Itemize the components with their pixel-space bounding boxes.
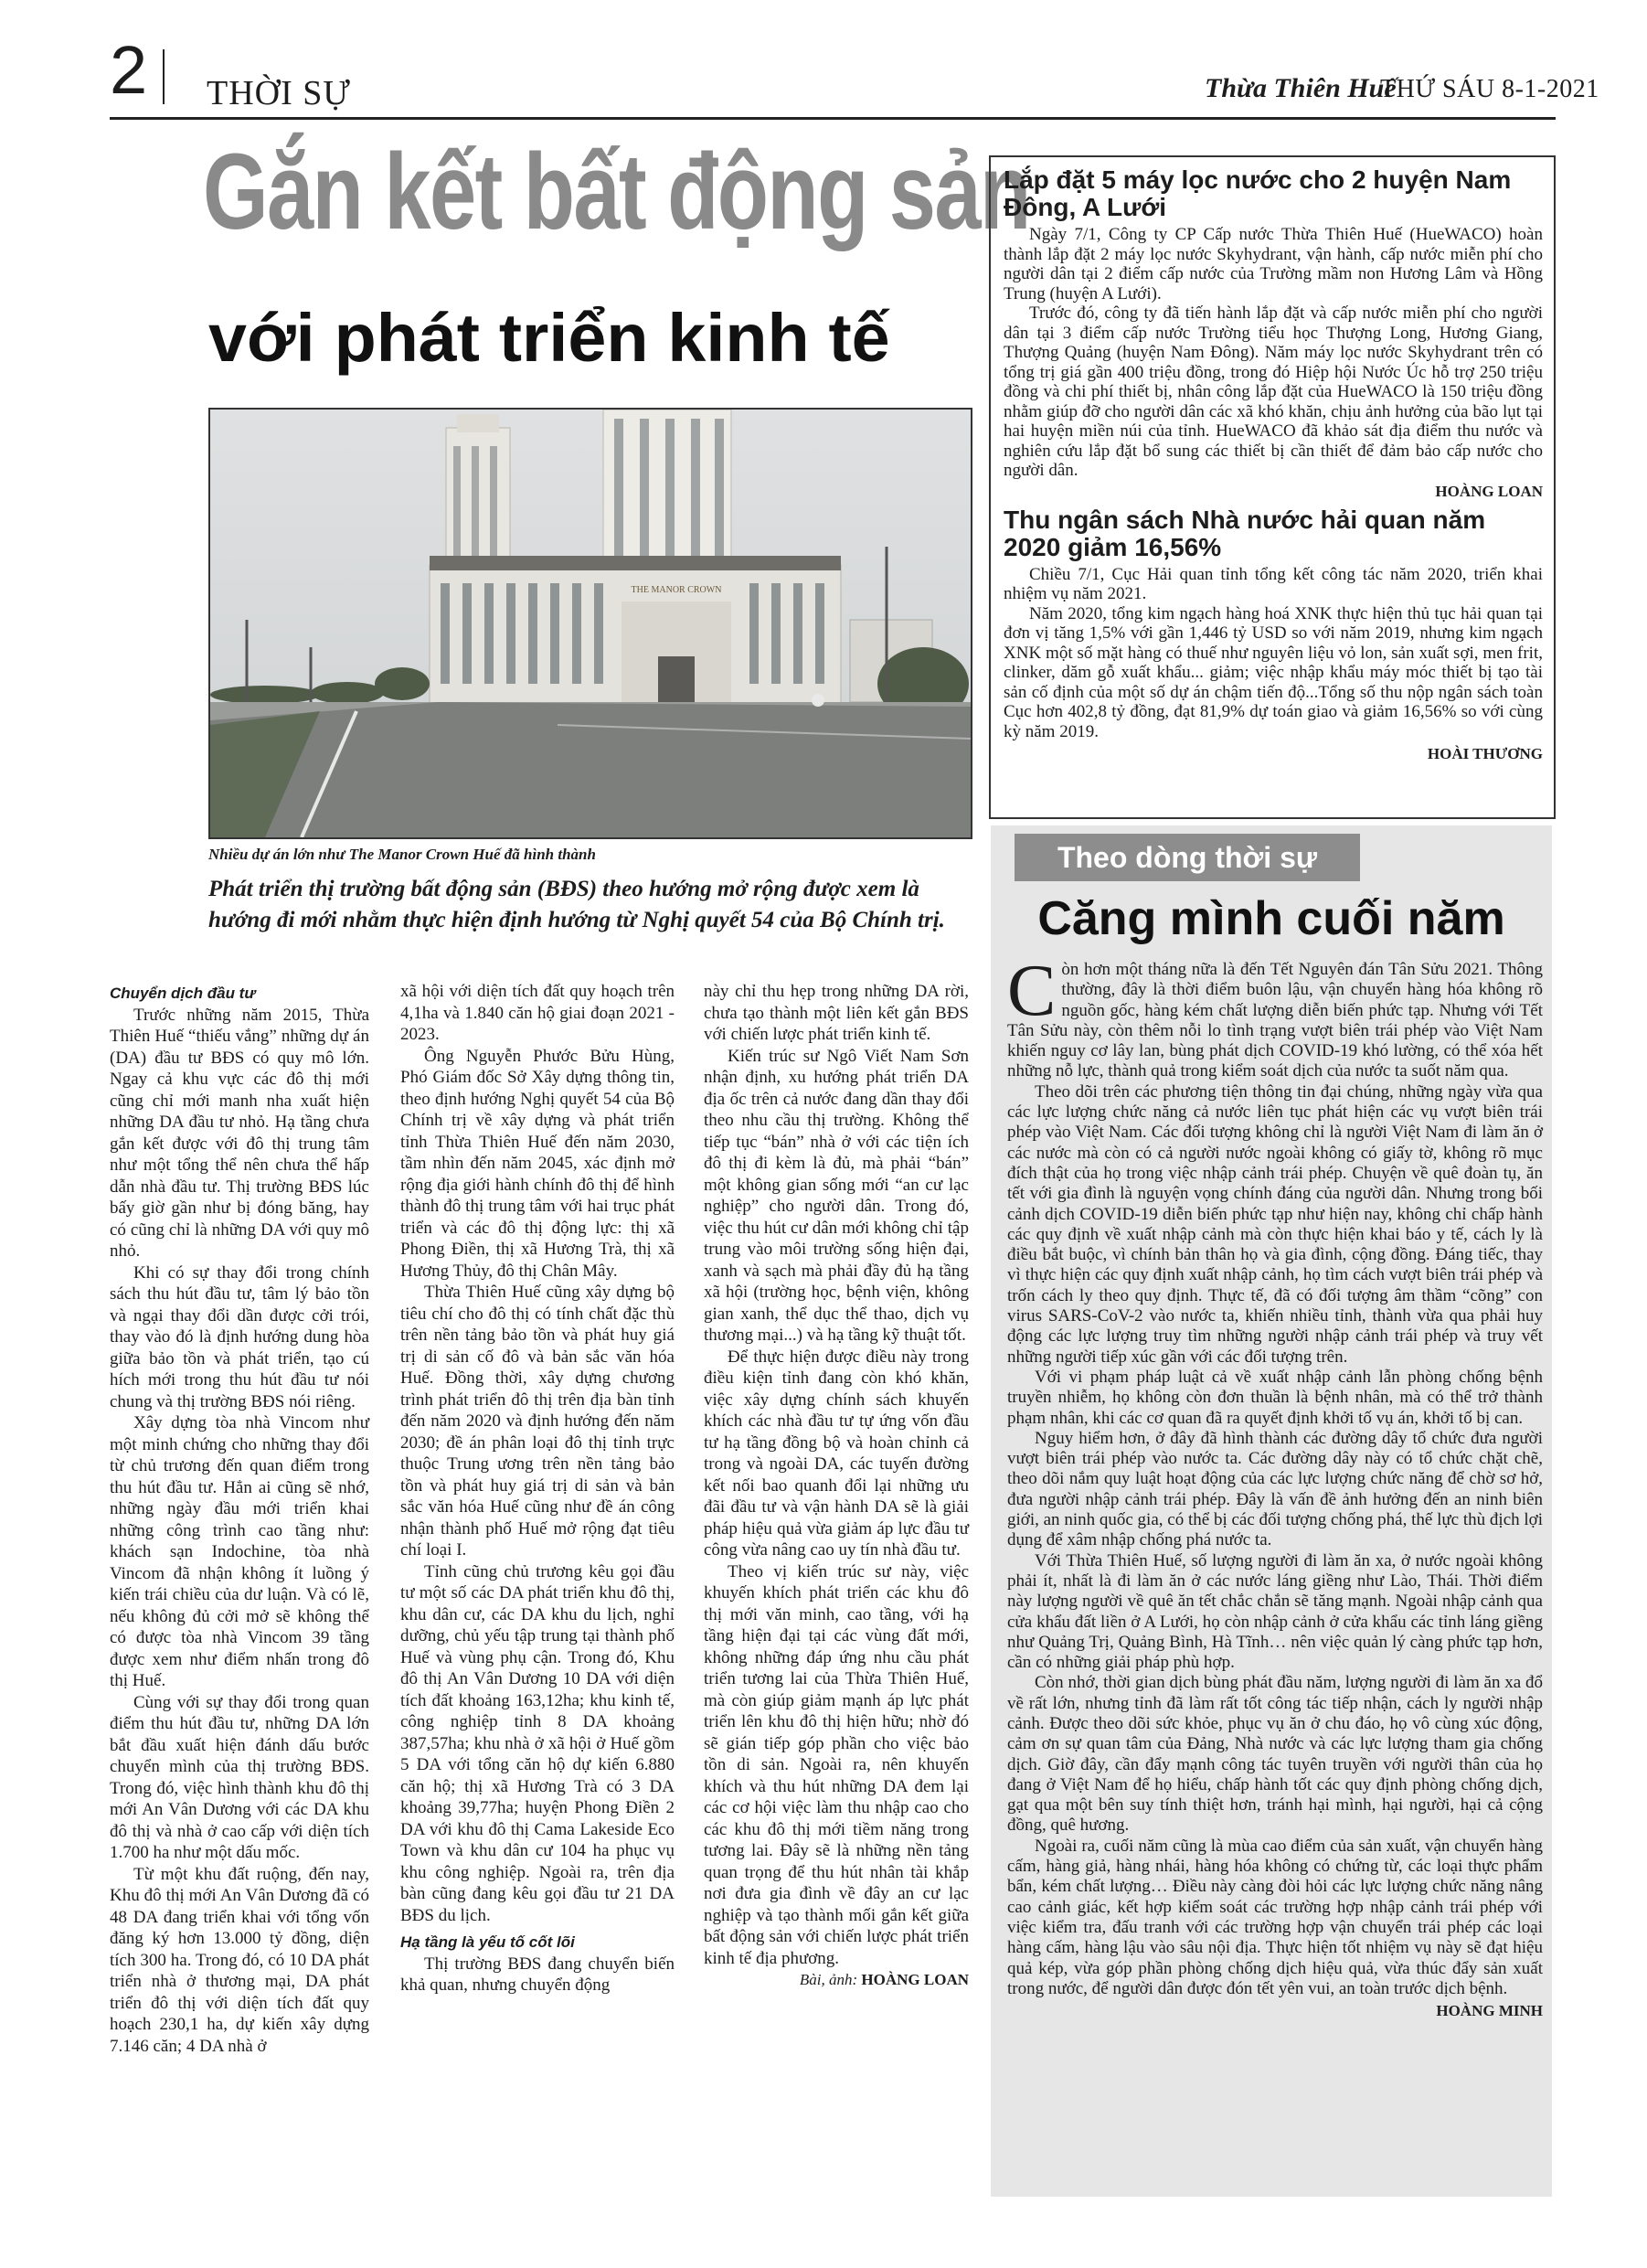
page-number: 2 <box>110 32 148 108</box>
photo-caption: Nhiều dự án lớn như The Manor Crown Huế đã hình thành <box>208 846 596 863</box>
paragraph: Cùng với sự thay đổi trong quan điểm thu hút đầu tư, những DA lớn bắt đầu xuất hiện đánh dấu bước chuyển mình của thị trường BĐS. Trong đó, việc hình thành khu đô thị mới An Vân Dương với các DA khu đô thị và nhà ở cao cấp với diện tích 1.700 ha như một dấu mốc. <box>110 1692 369 1862</box>
news-brief-box <box>989 155 1556 819</box>
paragraph: Ngày 7/1, Công ty CP Cấp nước Thừa Thiên Huế (HueWACO) hoàn thành lắp đặt 2 máy lọc nước Skyhydrant, vận hành, cấp nước miễn phí cho người dân tại 2 điểm cấp nước của Trường mầm non Hương Lâm và Hồng Trung (huyện A Lưới). <box>1004 225 1543 303</box>
paragraph: này chỉ thu hẹp trong những DA rời, chưa tạo thành một liên kết gắn BĐS với chiến lược phát triển kinh tế. <box>704 982 969 1044</box>
paragraph: Khi có sự thay đổi trong chính sách thu hút đầu tư, tâm lý bảo tồn và ngại thay đổi dần được cởi trói, thay vào đó là định hướng dung hòa giữa bảo tồn và phát triển, tạo cú hích mới trong thu hút đầu tư nói chung và thị trường BĐS nói riêng. <box>110 1262 369 1411</box>
commentary-body <box>1007 951 1543 2021</box>
article-column-1 <box>110 981 369 2057</box>
paragraph: Theo dõi trên các phương tiện thông tin đại chúng, những ngày vừa qua các lực lượng chức năng cả nước liên tục phát hiện các vụ vượt biên trái phép vào Việt Nam. Các đối tượng không chỉ là người Việt Nam đi làm ăn ở các nước mà còn có cả người nước ngoài không có giấy tờ, không rõ mục đích thật của họ trong việc nhập cảnh trái phép. Chuyện về quê đoàn tụ, ăn tết với gia đình là nguyện vọng chính đáng của người dân. Nhưng trong bối cảnh dịch COVID-19 diễn biến phức tạp như hiện nay, không chỉ chấp hành các quy định về xuất nhập cảnh mà còn thực hiện khai báo y tế, cách ly là điều bắt buộc, vì chính bản thân họ và gia đình, cộng đồng. Đáng tiếc, thay vì thực hiện các quy định xuất nhập cảnh, họ tìm cách vượt biên trái phép và trốn cách ly theo quy định. Thực tế, đã có đối tượng âm thầm “cõng” con virus SARS-CoV-2 vào nước ta, khiến nhiều tỉnh, thành vừa qua phải huy động các lực lượng truy tìm những người nhập cảnh trái phép và truy vết những người tiếp xúc gần với các đối tượng trên. <box>1007 1081 1543 1367</box>
byline-author: HOÀNG LOAN <box>861 1971 969 1988</box>
paragraph: Còn nhớ, thời gian dịch bùng phát đầu năm, lượng người đi làm ăn xa đổ về rất lớn, nhưng tỉnh đã làm rất tốt công tác tiếp nhận, cách ly người nhập cảnh. Được theo dõi sức khỏe, phục vụ ăn ở chu đáo, họ vô cùng xúc động, cảm ơn sự quan tâm của Đảng, Nhà nước và các lực lượng tham gia chống dịch. Giờ đây, cần đẩy mạnh công tác tuyên truyền với người thân của họ đang ở Việt Nam để họ hiểu, chấp hành tốt các quy định phòng chống dịch, gạt qua một bên suy tính thiệt hơn, tránh hại mình, hại người, hại cả cộng đồng, quê hương. <box>1007 1673 1543 1836</box>
article-photo <box>208 408 972 839</box>
paragraph: Thừa Thiên Huế cũng xây dựng bộ tiêu chí cho đô thị có tính chất đặc thù trên nền tảng bảo tồn và phát huy giá trị di sản cố đô và bản sắc văn hóa Huế. Đồng thời, xây dựng chương trình phát triển đô thị trên địa bàn tỉnh đến năm 2020 và định hướng đến năm 2030; đề án phân loại đô thị tỉnh trực thuộc Trung ương trên nền tảng bảo tồn và phát huy giá trị di sản và bản sắc văn hóa Huế cũng như đề án công nhận thành phố Huế mở rộng đạt tiêu chí loại I. <box>400 1283 675 1560</box>
paragraph: Năm 2020, tổng kim ngạch hàng hoá XNK thực hiện thủ tục hải quan tại đơn vị tăng 1,5% với gần 1,446 tỷ USD so với năm 2019, nhưng kim ngạch XNK một số mặt hàng có thuế như nguyên liệu vỏ lon, sản xuất sợi, men frit, clinker, dăm gỗ xuất khẩu... giảm; việc nhập khẩu máy móc thiết bị tạo tài sản cố định của một số dự án chậm tiến độ...Tổng số thu nộp ngân sách toàn Cục hơn 402,8 tỷ đồng, đạt 81,9% dự toán giao và giảm 16,56% so với cùng kỳ năm 2019. <box>1004 603 1543 741</box>
commentary-title: Căng mình cuối năm <box>1037 892 1505 945</box>
news-author: HOÀI THƯƠNG <box>1427 745 1543 762</box>
commentary-author: HOÀNG MINH <box>1436 2002 1543 2020</box>
news-author: HOÀNG LOAN <box>1435 482 1543 500</box>
article-column-3 <box>704 981 969 1991</box>
commentary-tag: Theo dòng thời sự <box>1015 834 1360 881</box>
drop-cap: C <box>1007 951 1057 1031</box>
paragraph: Tỉnh cũng chủ trương kêu gọi đầu tư một số các DA phát triển khu đô thị, khu dân cư, các DA khu du lịch, nghỉ dưỡng, chủ yếu tập trung tại thành phố Huế và vùng phụ cận. Trong đó, Khu đô thị An Vân Dương 10 DA với diện tích đất khoảng 163,12ha; khu kinh tế, công nghiệp tỉnh 8 DA khoảng 387,57ha; khu nhà ở xã hội ở Huế gồm 5 DA với tổng căn hộ dự kiến 6.880 căn hộ; thị xã Hương Trà có 3 DA khoảng 39,77ha; huyện Phong Điền 2 DA với khu đô thị Cama Lakeside Eco Town và khu dân cư 104 ha phục vụ khu công nghiệp. Ngoài ra, trên địa bàn cũng đang kêu gọi đầu tư 21 DA BĐS du lịch. <box>400 1561 675 1925</box>
paragraph: Kiến trúc sư Ngô Viết Nam Sơn nhận định, xu hướng phát triển DA địa ốc trên cả nước đang dần thay đổi theo nhu cầu thị trường. Không thể tiếp tục “bán” nhà ở với các tiện ích đô thị đi kèm là đủ, mà phải “bán” một không gian sống mới “an cư lạc nghiệp” cho người dân. Trong đó, việc thu hút cư dân mới không chỉ tập trung vào môi trường sống hiện đại, xanh và sạch mà phải đầy đủ hạ tầng xã hội (trường học, bệnh viện, không gian xanh, thể dục thể thao, dịch vụ thương mại...) và hạ tầng kỹ thuật tốt. <box>704 1046 969 1345</box>
paragraph: Nguy hiểm hơn, ở đây đã hình thành các đường dây tổ chức đưa người vượt biên trái phép vào nước ta. Các đường dây này có tổ chức chặt chẽ, theo dõi nắm quy luật hoạt động của các lực lượng chức năng để chờ sơ hở, đưa người nhập cảnh trái phép. Đây là vấn đề ảnh hưởng đến an ninh biên giới, an ninh quốc gia, có thể bị các đối tượng chống phá, thế lực thù địch lợi dụng để xâm nhập chống phá nước ta. <box>1007 1428 1543 1550</box>
paragraph: Xây dựng tòa nhà Vincom như một minh chứng cho những thay đổi từ chủ trương đến quan điểm trong thu hút đầu tư. Hẳn ai cũng sẽ nhớ, những ngày đầu mới triển khai những công trình cao tầng như: khách sạn Indochine, tòa nhà Vincom đã nhận không ít luồng ý kiến trái chiều của dư luận. Và có lẽ, nếu không đủ cởi mở sẽ không thể có được tòa nhà Vincom 39 tầng được xem như điểm nhấn trong đô thị Huế. <box>110 1413 369 1690</box>
headline-line-1: Gắn kết bất động sản <box>203 132 1030 252</box>
street-photo-illustration <box>210 410 971 837</box>
paragraph: Chiều 7/1, Cục Hải quan tỉnh tổng kết công tác năm 2020, triển khai nhiệm vụ năm 2021. <box>1004 564 1543 603</box>
article-column-2 <box>400 981 675 1996</box>
building-sign: THE MANOR CROWN <box>631 585 722 595</box>
paragraph: òn hơn một tháng nữa là đến Tết Nguyên đán Tân Sửu 2021. Thông thường, đây là thời điểm buôn lậu, vận chuyển hàng hóa không rõ nguồn gốc, hàng kém chất lượng diễn biến phức tạp. Nhưng với Tết Tân Sửu này, còn thêm nỗi lo tình trạng vượt biên trái phép vào Việt Nam khiến nguy cơ lây lan, bùng phát dịch COVID-19 khó lường, có thể xóa hết những nỗ lực, thành quả trong kiểm soát dịch của nước ta suốt năm qua. <box>1007 960 1543 1081</box>
paragraph: Với Thừa Thiên Huế, số lượng người đi làm ăn xa, ở nước ngoài không phải ít, nhất là đi làm ăn ở các nước láng giềng như Lào, Thái. Thời điểm này lượng người về quê ăn tết chắc chắn sẽ tăng mạnh. Ngoài nhập cảnh qua cửa khẩu đất liền ở A Lưới, họ còn nhập cảnh ở cửa khẩu các tỉnh láng giềng như Quảng Trị, Quảng Bình, Hà Tĩnh… nên việc quản lý càng phức tạp hơn, cần có những giải pháp phù hợp. <box>1007 1550 1543 1673</box>
issue-date: THỨ SÁU 8-1-2021 <box>1380 75 1599 103</box>
news-title: Lắp đặt 5 máy lọc nước cho 2 huyện Nam Đông, A Lưới <box>1004 165 1512 221</box>
byline-label: Bài, ảnh: <box>799 1971 858 1988</box>
paragraph: Trước những năm 2015, Thừa Thiên Huế “thiếu vắng” những dự án (DA) đầu tư BĐS có quy mô lớn. Ngay cả khu vực các đô thị mới cũng chỉ mới manh nha xuất hiện những DA đầu tư nhỏ. Hạ tầng chưa gắn kết được với đô thị trung tâm như một tổng thể nên chưa thể hấp dẫn nhà đầu tư. Thị trường BĐS lúc bấy giờ gần như bị đóng băng, hay có cũng chỉ là những DA với quy mô nhỏ. <box>110 1005 369 1261</box>
paragraph: Ông Nguyễn Phước Bửu Hùng, Phó Giám đốc Sở Xây dựng thông tin, theo định hướng Nghị quyết 54 của Bộ Chính trị về xây dựng và phát triển tỉnh Thừa Thiên Huế đến năm 2030, tầm nhìn đến năm 2045, xác định mở rộng địa giới hành chính đô thị để hình thành đô thị trung tâm với hai trục phát triển và các đô thị động lực: thị xã Phong Điền, thị xã Hương Trà, thị xã Hương Thủy, đô thị Chân Mây. <box>400 1046 675 1281</box>
paragraph: Để thực hiện được điều này trong điều kiện tỉnh đang còn khó khăn, việc xây dựng chính sách khuyến khích các nhà đầu tư tự ứng vốn đầu tư hạ tầng đồng bộ và hoàn chỉnh cả trong và ngoài DA, các tuyến đường kết nối bao quanh đổi lại những ưu đãi đầu tư và vận hành DA sẽ là giải pháp hiệu quả vừa giảm áp lực đầu tư công vừa nâng cao uy tín nhà đầu tư. <box>704 1347 969 1560</box>
paragraph: Với vi phạm pháp luật cả về xuất nhập cảnh lẫn phòng chống bệnh truyền nhiễm, họ không còn đơn thuần là bệnh nhân, mà có thể trở thành phạm nhân, khi các cơ quan đã ra quyết định khởi tố vụ án, khởi tố bị can. <box>1007 1367 1543 1428</box>
section-title: THỜI SỰ <box>207 74 351 112</box>
newspaper-brand: Thừa Thiên Huế <box>1205 73 1397 103</box>
paragraph: Thị trường BĐS đang chuyển biến khả quan, nhưng chuyển động <box>400 1954 675 1995</box>
paragraph: Từ một khu đất ruộng, đến nay, Khu đô thị mới An Vân Dương đã có 48 DA đang triển khai với tổng vốn đăng ký hơn 13.000 tỷ đồng, diện tích 300 ha. Trong đó, có 10 DA phát triển nhà ở thương mại, DA phát triển đô thị với diện tích đất quy hoạch 230,1 ha, dự kiến xây dựng 7.146 căn; 4 DA nhà ở <box>110 1864 369 2056</box>
paragraph: Ngoài ra, cuối năm cũng là mùa cao điểm của sản xuất, vận chuyển hàng cấm, hàng giả, hàng nhái, hàng hóa không có chứng từ, các loại thực phẩm bẩn, kém chất lượng… Điều này càng đòi hỏi các lực lượng chức năng nâng cao cảnh giác, kết hợp kiểm soát các trường hợp nhập cảnh trái phép với việc kiểm tra, đấu tranh với các trường hợp vận chuyển trái phép các loại hàng cấm, hàng lậu vào sâu nội địa. Thực hiện tốt nhiệm vụ này sẽ đạt hiệu quả kép, vừa góp phần phòng chống dịch hiệu quả, vừa thúc đẩy sản xuất trong nước, để người dân được đón tết yên vui, an toàn trước dịch bệnh. <box>1007 1836 1543 1998</box>
subheading: Hạ tầng là yếu tố cốt lõi <box>400 1933 575 1951</box>
article-lead: Phát triển thị trường bất động sản (BĐS) theo hướng mở rộng được xem là hướng đi mới nhằm thực hiện định hướng từ Nghị quyết 54 của Bộ Chính trị. <box>208 877 945 932</box>
headline-line-2: với phát triển kinh tế <box>208 300 890 376</box>
header-divider <box>163 49 165 104</box>
paragraph: xã hội với diện tích đất quy hoạch trên 4,1ha và 1.840 căn hộ giai đoạn 2021 - 2023. <box>400 982 675 1044</box>
header-rule <box>110 117 1556 120</box>
paragraph: Theo vị kiến trúc sư này, việc khuyến khích phát triển các khu đô thị mới văn minh, cao tầng, với hạ tầng hiện đại tại các vùng đất mới, không những đáp ứng nhu cầu phát triển tương lai của Thừa Thiên Huế, mà còn giúp giảm mạnh áp lực phát triển lên khu đô thị hiện hữu; nhờ đó sẽ gián tiếp góp phần cho việc bảo tồn di sản. Ngoài ra, nên khuyến khích và thu hút những DA đem lại các cơ hội việc làm thu nhập cao cho các khu đô thị mới tiềm năng trong tương lai. Đây sẽ là những nền tảng quan trọng để thu hút nhân tài khắp nơi đưa gia đình về đây an cư lạc nghiệp và tạo thành mối gắn kết giữa bất động sản với chiến lược phát triển kinh tế địa phương. <box>704 1561 969 1968</box>
subheading: Chuyển dịch đầu tư <box>110 985 256 1002</box>
article-byline <box>704 1969 969 1991</box>
paragraph: Trước đó, công ty đã tiến hành lắp đặt và cấp nước miễn phí cho người dân tại 3 điểm cấp nước Trường tiểu học Thượng Long, Hương Giang, Thượng Quảng (huyện Nam Đông). Năm máy lọc nước Skyhydrant trên có tổng trị giá gần 400 triệu đồng, trong đó Hiệp hội Nước Úc hỗ trợ 250 triệu đồng và chi phí thiết bị, nhân công lắp đặt của HueWACO là 150 triệu đồng nhằm giúp đỡ cho người dân các xã khó khăn, chịu ảnh hưởng của bão lụt tại hai huyện miền núi của tỉnh. HueWACO đã khảo sát địa điểm thu nước và nghiên cứu lắp đặt bổ sung các thiết bị cần thiết để đảm bảo cấp nước cho người dân. <box>1004 303 1543 480</box>
news-title: Thu ngân sách Nhà nước hải quan năm 2020 giảm 16,56% <box>1004 505 1486 561</box>
